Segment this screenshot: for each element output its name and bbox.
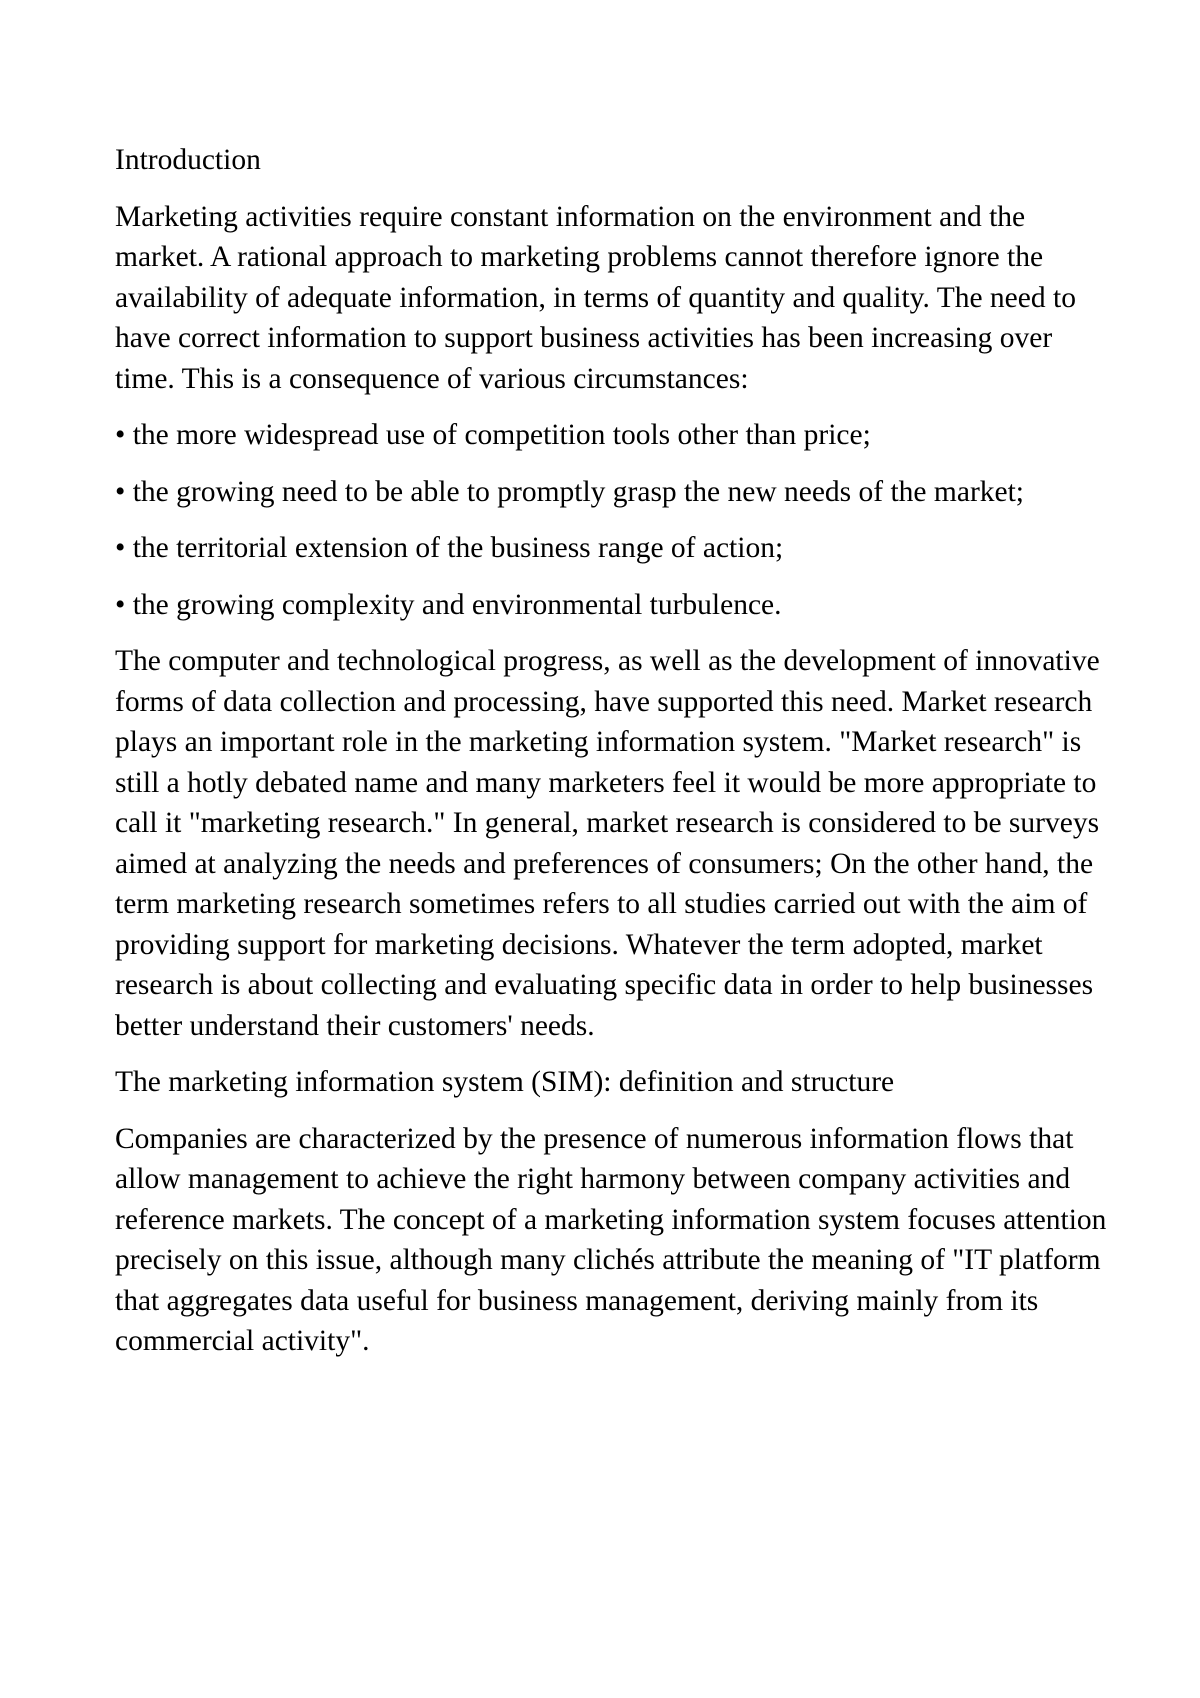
research-paragraph: The computer and technological progress, as well as the development of innovative forms of data collection and processing, have supported this need. Market research plays an important role in the marketing information system. "Market research" is still a hotly debated name and many marketers feel it would be more appropriate to call it "marketing research." In general, market research is considered to be surveys aimed at analyzing the needs and preferences of consumers; On the other hand, the term marketing research sometimes refers to all studies carried out with the aim of providing support for marketing decisions. Whatever the term adopted, market research is about collecting and evaluating specific data in order to help businesses better understand their customers' needs. [115,645,1100,1042]
bullet-item: • the more widespread use of competition tools other than price; [115,419,871,451]
heading-sim: The marketing information system (SIM): definition and structure [115,1066,895,1098]
bullet-item: • the growing need to be able to promptly grasp the new needs of the market; [115,475,1024,508]
sim-paragraph: Companies are characterized by the presence of numerous information flows that allow management to achieve the right harmony between company activities and reference markets. The concept of a marketing information system focuses attention precisely on this issue, although many clichés attribute the meaning of "IT platform that aggregates data useful for business management, deriving mainly from its commercial activity". [115,1122,1107,1357]
bullet-item: • the territorial extension of the business range of action; [115,532,784,564]
heading-introduction: Introduction [115,144,261,176]
bullet-item: • the growing complexity and environmental turbulence. [115,588,782,621]
bullet-list [115,415,1115,625]
intro-paragraph: Marketing activities require constant information on the environment and the market. A rational approach to marketing problems cannot therefore ignore the availability of adequate information, in terms of quantity and quality. The need to have correct information to support business activities has been increasing over time. This is a consequence of various circumstances: [115,200,1076,395]
document-body [115,140,1115,1378]
